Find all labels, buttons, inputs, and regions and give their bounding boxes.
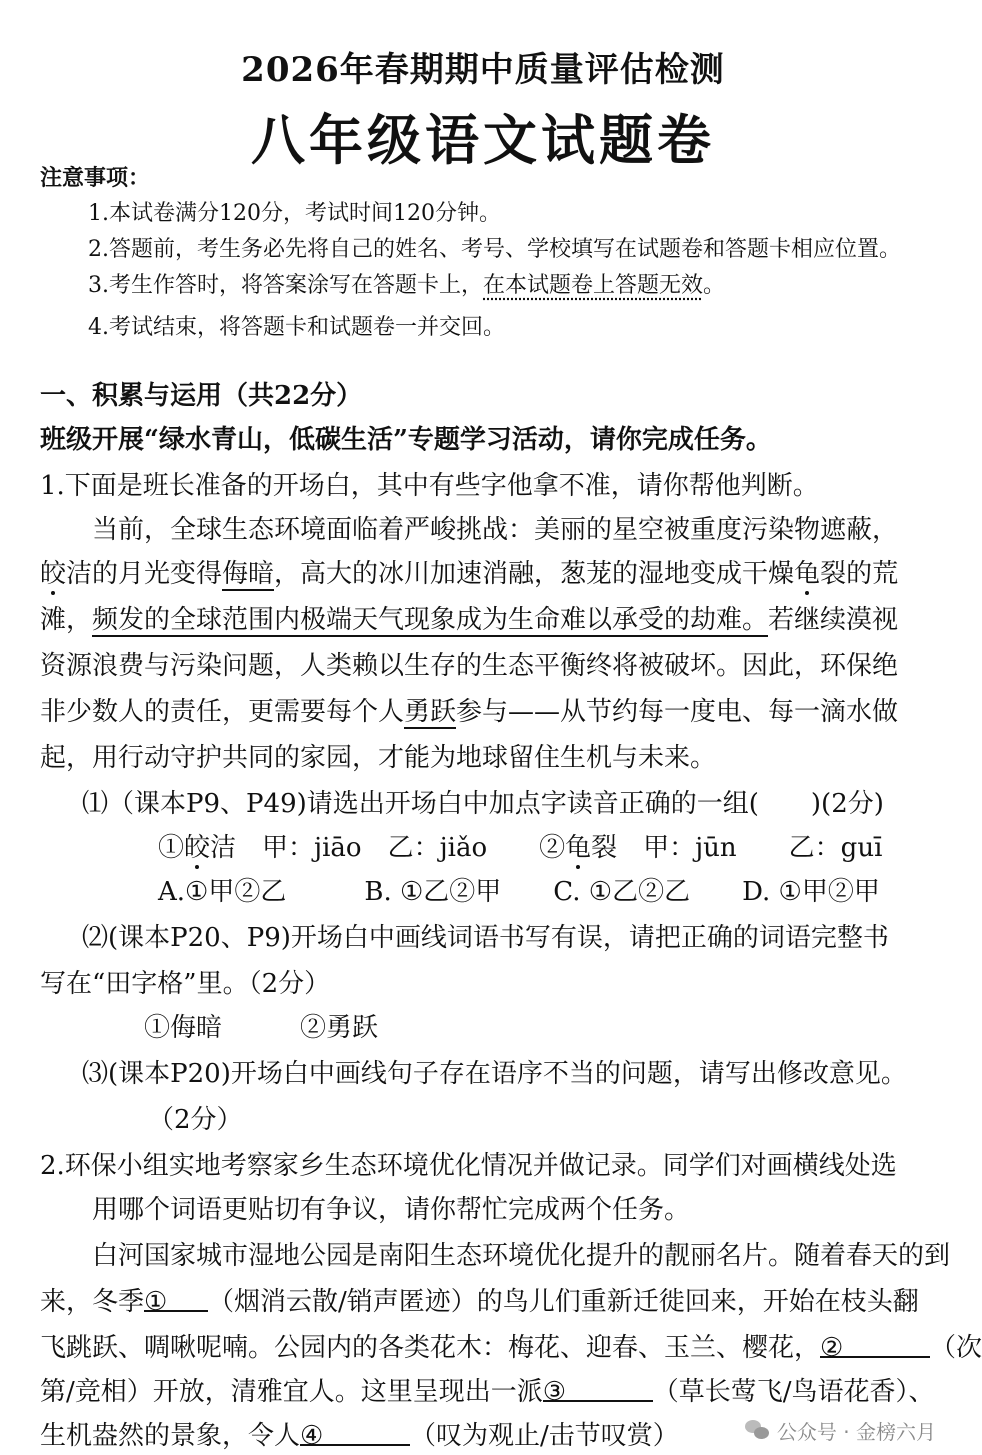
q2-paragraph-line-3 xyxy=(40,1330,982,1366)
q1-text: 裂 甲：jūn 乙：guī xyxy=(591,833,883,863)
note-item-2: 2.答题前，考生务必先将自己的姓名、考号、学校填写在试题卷和答题卡相应位置。 xyxy=(88,237,901,262)
q1-paragraph-line-3 xyxy=(40,602,898,638)
section-heading: 一、积累与运用（共22分） xyxy=(40,381,363,411)
note-item-3-text: 3.考生作答时，将答案涂写在答题卡上， xyxy=(88,273,483,298)
q1-sub2-line-2: 写在“田字格”里。（2分） xyxy=(40,969,331,999)
q1-text: 非少数人的责任，更需要每个人 xyxy=(40,697,405,727)
underlined-sentence: 频发的全球范围内极端天气现象成为生命难以承受的劫难。 xyxy=(92,605,769,635)
note-item-3-emphasis: 在本试题卷上答题无效 xyxy=(483,273,704,298)
underlined-word-2: 勇跃 xyxy=(404,697,457,727)
q2-text: 生机盎然的景象，令人 xyxy=(40,1421,301,1451)
note-item-3-end: 。 xyxy=(703,273,726,298)
q1-text: 洁 甲：jiāo 乙：jiǎo ② xyxy=(210,833,566,863)
q2-paragraph-line-5 xyxy=(40,1418,679,1454)
q1-paragraph-line-2 xyxy=(40,556,898,592)
q2-text: （叹为观止/击节叹赏） xyxy=(410,1421,679,1451)
fill-blank-1[interactable]: ① xyxy=(144,1284,208,1312)
q2-text: 来，冬季 xyxy=(40,1287,145,1317)
q2-text: （烟消云散/销声匿迹）的鸟儿们重新迁徙回来，开始在枝头翻 xyxy=(208,1287,919,1317)
q1-sub3-line-1: ⑶(课本P20)开场白中画线句子存在语序不当的问题，请写出修改意见。 xyxy=(82,1059,907,1089)
q2-stem-line-1: 2.环保小组实地考察家乡生态环境优化情况并做记录。同学们对画横线处选 xyxy=(40,1151,897,1181)
wechat-icon xyxy=(745,1420,771,1442)
fill-blank-4[interactable]: ④ xyxy=(300,1418,410,1446)
note-item-4: 4.考试结束，将答题卡和试题卷一并交回。 xyxy=(88,315,505,340)
fill-blank-3[interactable]: ③ xyxy=(543,1374,653,1402)
q2-paragraph-line-4 xyxy=(40,1374,935,1410)
watermark-text: 公众号 · 金榜六月 xyxy=(776,1420,936,1444)
q1-sub2-line-1: ⑵(课本P20、P9)开场白中画线词语书写有误，请把正确的词语完整书 xyxy=(82,923,889,953)
q1-text: 裂的荒 xyxy=(820,559,899,589)
q1-sub1-options xyxy=(158,830,882,866)
watermark xyxy=(745,1416,936,1445)
q1-text: ① xyxy=(158,833,185,863)
q2-text: （次 xyxy=(930,1333,982,1363)
q1-sub2-words: ①侮暗 ②勇跃 xyxy=(144,1013,379,1043)
underlined-word-1: 侮暗 xyxy=(222,559,275,589)
dotted-char-gui: 龟 xyxy=(565,833,592,863)
fill-blank-2[interactable]: ② xyxy=(820,1330,930,1358)
q1-paragraph-line-1: 当前，全球生态环境面临着严峻挑战：美丽的星空被重度污染物遮蔽， xyxy=(92,515,899,545)
q1-text: ，高大的冰川加速消融，葱茏的湿地变成干燥 xyxy=(274,559,795,589)
q2-paragraph-line-2 xyxy=(40,1284,919,1320)
q2-text: （草长莺飞/鸟语花香）、 xyxy=(652,1377,935,1407)
q2-paragraph-line-1: 白河国家城市湿地公园是南阳生态环境优化提升的靓丽名片。随着春天的到 xyxy=(92,1241,951,1271)
q1-paragraph-line-4: 资源浪费与污染问题，人类赖以生存的生态平衡终将被破坏。因此，环保绝 xyxy=(40,651,899,681)
q1-text: 若继续漠视 xyxy=(768,605,899,635)
q1-sub1: ⑴（课本P9、P49)请选出开场白中加点字读音正确的一组( )(2分) xyxy=(82,789,884,819)
q2-stem-line-2: 用哪个词语更贴切有争议，请你帮忙完成两个任务。 xyxy=(92,1195,691,1225)
q1-stem: 1.下面是班长准备的开场白，其中有些字他拿不准，请你帮他判断。 xyxy=(40,471,819,501)
note-item-3 xyxy=(88,268,725,304)
q1-text: 滩， xyxy=(40,605,93,635)
q2-text: 第/竞相）开放，清雅宜人。这里呈现出一派 xyxy=(40,1377,543,1407)
q1-text: 洁的月光变得 xyxy=(66,559,223,589)
exam-subtitle: 八年级语文试题卷 xyxy=(251,108,715,172)
q1-sub3-line-2: （2分） xyxy=(148,1105,243,1135)
q2-text: 飞跳跃、啁啾呢喃。公园内的各类花木：梅花、迎春、玉兰、樱花， xyxy=(40,1333,821,1363)
exam-title: 2026年春期期中质量评估检测 xyxy=(241,50,725,90)
q1-paragraph-line-6: 起，用行动守护共同的家园，才能为地球留住生机与未来。 xyxy=(40,743,717,773)
q1-text: 参与——从节约每一度电、每一滴水做 xyxy=(456,697,899,727)
q1-sub1-choices: A.①甲②乙 B. ①乙②甲 C. ①乙②乙 D. ①甲②甲 xyxy=(158,877,880,907)
dotted-char-gui: 龟 xyxy=(794,559,821,589)
dotted-char-jiao: 皎 xyxy=(184,833,211,863)
note-item-1: 1.本试卷满分120分，考试时间120分钟。 xyxy=(88,201,501,226)
section-task: 班级开展“绿水青山，低碳生活”专题学习活动，请你完成任务。 xyxy=(40,425,772,455)
dotted-char-jiao: 皎 xyxy=(40,559,67,589)
notes-heading: 注意事项： xyxy=(40,165,151,191)
q1-paragraph-line-5 xyxy=(40,694,898,730)
